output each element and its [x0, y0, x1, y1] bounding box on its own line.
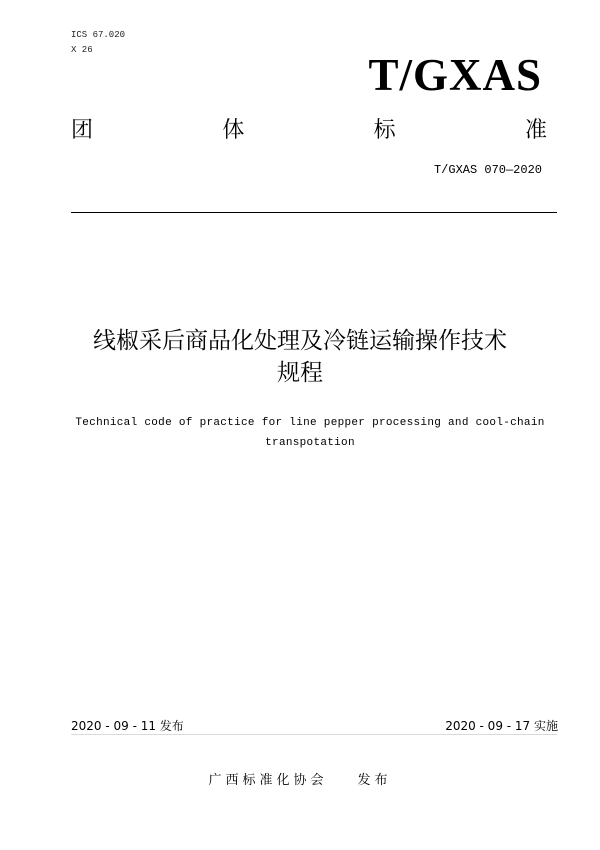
chinese-title-line2: 规程: [277, 360, 323, 386]
chinese-title-line1: 线椒采后商品化处理及冷链运输操作技术: [93, 328, 507, 354]
publisher: [0, 772, 600, 790]
header-divider: [71, 212, 557, 213]
implement-date: 2020 - 09 - 17 实施: [445, 719, 558, 733]
publisher-action: 发布: [357, 773, 392, 788]
standard-type-char: 团: [71, 118, 94, 143]
chinese-title: [0, 325, 600, 389]
standard-number: T/GXAS 070—2020: [433, 163, 542, 177]
standard-type-char: 标: [373, 118, 396, 143]
publisher-name: 广西标准化协会: [208, 773, 328, 788]
english-title: [0, 413, 600, 453]
brand-code: T/GXAS: [368, 50, 542, 100]
ccs-code: X 26: [71, 45, 93, 55]
publish-date: 2020 - 09 - 11 发布: [71, 719, 184, 733]
standard-type: [71, 117, 547, 145]
standard-type-char: 准: [524, 118, 547, 143]
classification-codes: [71, 28, 125, 58]
english-title-line1: Technical code of practice for line pepper processing and cool-chain: [75, 417, 545, 429]
ics-code: ICS 67.020: [71, 30, 126, 40]
english-title-line2: transpotation: [265, 437, 355, 449]
date-divider: [71, 734, 557, 735]
standard-type-char: 体: [222, 118, 245, 143]
